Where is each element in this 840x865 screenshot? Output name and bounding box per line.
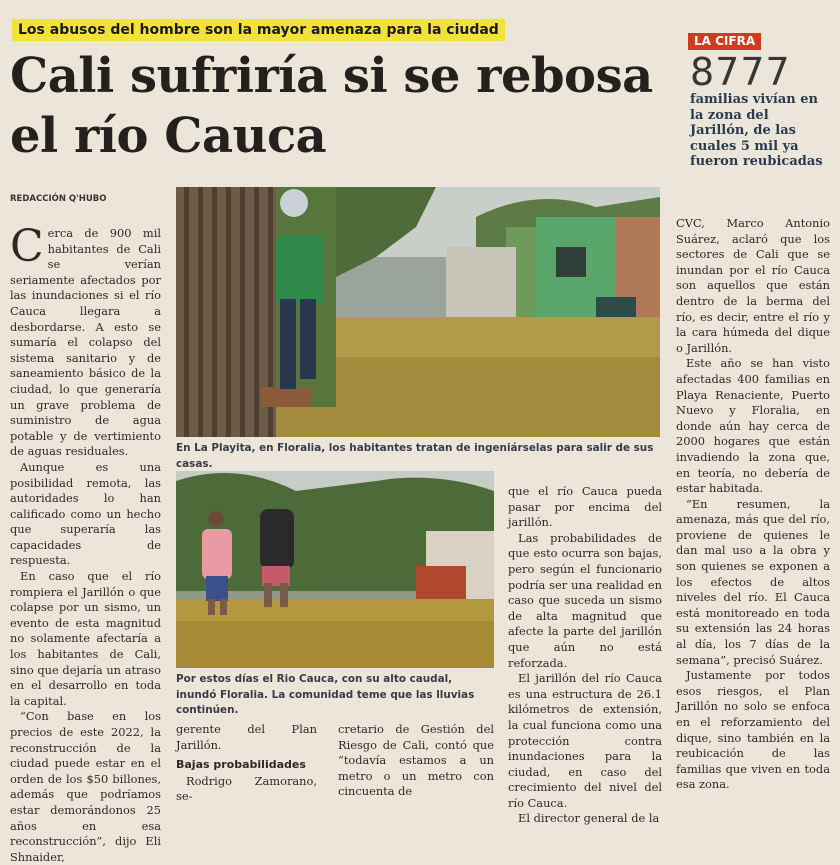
photo-caption: Por estos días el Rio Cauca, con su alto caudal, inundó Floralia. La comunidad teme que las lluvias continúen. (176, 673, 475, 716)
paragraph: El jarillón del río Cauca es una estructura de 26.1 kilómetros de extensión, la cual funciona como una protección contra inundaciones para la ciudad, en caso del crecimiento del nivel del río Cauca. (508, 671, 662, 810)
article-column-5 (676, 216, 830, 793)
headline: Cali sufriría si se rebosa el río Cauca (10, 48, 653, 164)
la-cifra-number: 8777 (690, 50, 791, 94)
flooded-street-photo (176, 187, 660, 437)
paragraph: En caso que el río rompiera el Jarillón o que colapse por un sismo, un evento de esta magnitud no solamente afectaría a los habitantes de Cali, sino que dejaría un atraso en el desarrollo en toda la capital. (10, 569, 161, 708)
paragraph (10, 221, 161, 460)
paragraph: “En resumen, la amenaza, más que del río, proviene de quienes le dan mal uso a la obra y son quienes se exponen a los efectos de altos niveles del río. El Cauca está monitoreado en toda su extensión las 24 horas al día, los 7 días de la semana”, precisó Suárez. (676, 496, 830, 667)
la-cifra-tag: LA CIFRA (688, 33, 761, 50)
paragraph: Las probabilidades de que esto ocurra son bajas, pero según el funcionario podría ser una realidad en caso que suceda un sismo de alta magnitud que afecte la parte del jarillón que aún no está reforzada. (508, 530, 662, 670)
paragraph: gerente del Plan Jarillón. (176, 722, 317, 752)
flooded-street-illustration (176, 187, 660, 437)
article-column-2 (176, 722, 317, 805)
byline: REDACCIÓN Q'HUBO (10, 194, 107, 204)
article-column-1 (10, 221, 161, 865)
flooded-neighborhood-illustration (176, 471, 494, 668)
paragraph: Aunque es una posibilidad remota, las autoridades lo han calificado como un hecho que superaría las capacidades de respuesta. (10, 459, 161, 568)
kicker: Los abusos del hombre son la mayor amenaza para la ciudad (12, 19, 505, 41)
article-column-3 (338, 722, 494, 800)
paragraph: que el río Cauca pueda pasar por encima del jarillón. (508, 484, 662, 530)
la-cifra-text: familias vivían en la zona del Jarillón, de las cuales 5 mil ya fueron reubicadas (690, 92, 823, 169)
paragraph: Este año se han visto afectadas 400 familias en Playa Renaciente, Puerto Nuevo y Floralia, en donde aún hay cerca de 2000 hogares que están invadiendo la zona que, en teoría, no debería de estar habitada. (676, 356, 830, 496)
dropcap: C (10, 221, 44, 272)
paragraph: “Con base en los precios de este 2022, la reconstrucción de la ciudad puede estar en el orden de los $50 billones, además que podríamos estar demorándonos 25 años en esa reconstrucción”, dijo Eli Shnaider, (10, 709, 161, 864)
flooded-neighborhood-photo (176, 471, 494, 668)
paragraph: CVC, Marco Antonio Suárez, aclaró que los sectores de Cali que se inundan por el río Cauca son aquellos que están dentro de la berma del río, es decir, entre el río y la cara húmeda del dique o Jarillón. (676, 216, 830, 355)
paragraph-text: erca de 900 mil habitantes de Cali se verían seriamente afectados por las inundaciones si el río Cauca llegara a desbordarse. A esto se sumaría el colapso del sistema sanitario y de saneamiento básico de la ciudad, lo que generaría un grave problema de suministro de agua potable y de vertimiento de aguas residuales. (10, 226, 161, 459)
photo-caption: En La Playita, en Floralia, los habitantes tratan de ingeniárselas para salir de sus casas. (176, 442, 654, 470)
paragraph: Rodrigo Zamorano, se- (176, 773, 317, 804)
paragraph: Justamente por todos esos riesgos, el Plan Jarillón no solo se enfoca en el reforzamiento del dique, sino también en la reubicación de las familias que viven en toda esa zona. (676, 668, 830, 792)
paragraph: El director general de la (518, 811, 660, 826)
paragraph: cretario de Gestión del Riesgo de Cali, contó que “todavía estamos a un metro o un metro con cincuenta de (338, 722, 494, 799)
subheading: Bajas probabilidades (176, 758, 306, 772)
article-column-4 (508, 484, 662, 827)
